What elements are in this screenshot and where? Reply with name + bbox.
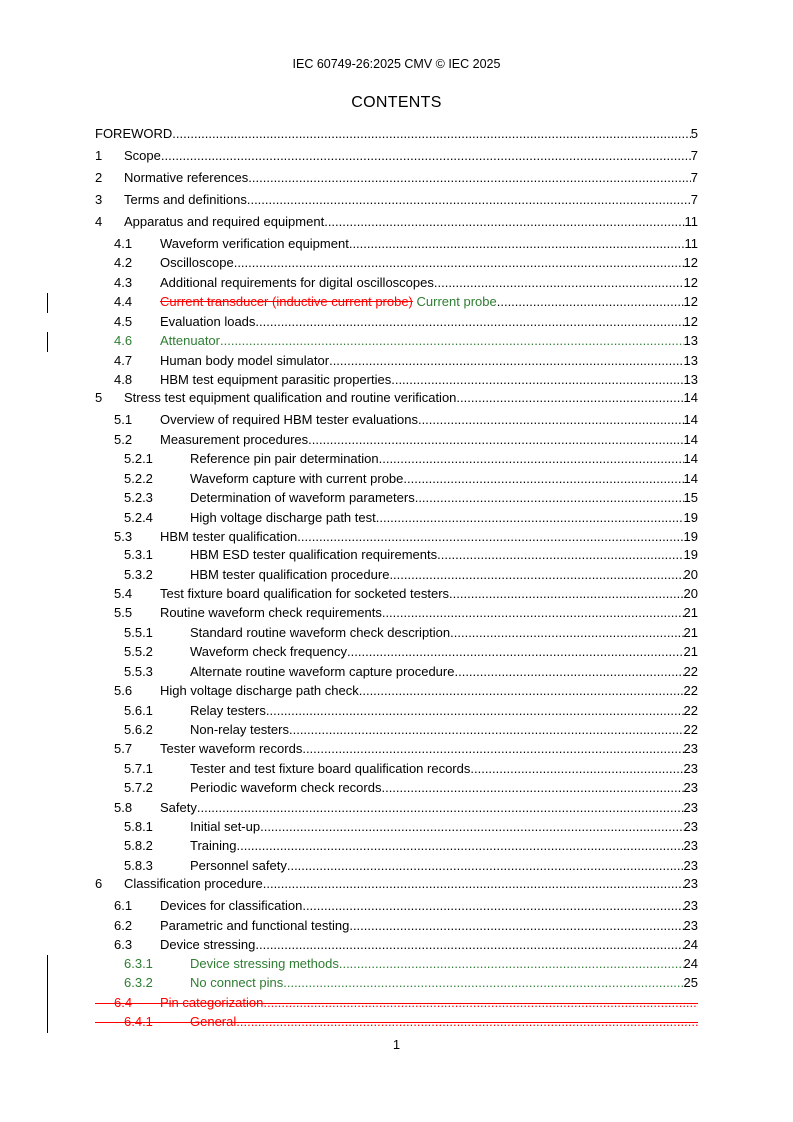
toc-entry-page: 19 <box>683 529 698 544</box>
toc-entry-title: Non-relay testers <box>190 722 289 737</box>
toc-entry-page: 20 <box>683 567 698 582</box>
toc-entry-title: Waveform check frequency <box>190 644 348 659</box>
toc-entry[interactable] <box>95 253 698 273</box>
toc-entry-page: 21 <box>683 644 698 659</box>
toc-entry[interactable] <box>95 662 698 682</box>
toc-entry-title: Determination of waveform parameters <box>190 490 415 505</box>
toc-entry-page: 22 <box>683 683 698 698</box>
toc-entry-title: Standard routine waveform check description <box>190 625 451 640</box>
toc-entry-number: 5.3 <box>114 529 133 544</box>
toc-entry-page: 15 <box>683 490 698 505</box>
toc-entry-title: Attenuator <box>160 333 220 348</box>
toc-entry-number: 6.3 <box>114 937 133 952</box>
toc-entry[interactable] <box>95 896 698 916</box>
toc-entry-page: 23 <box>683 780 698 795</box>
toc-entry-number: 5.6.1 <box>124 703 153 718</box>
toc-entry[interactable] <box>95 701 698 721</box>
toc-entry-page: 23 <box>683 876 698 891</box>
toc-entry-number: 6 <box>95 876 103 891</box>
toc-entry-title: Evaluation loads <box>160 314 256 329</box>
toc-entry-number: 4 <box>95 214 103 229</box>
toc-entry[interactable] <box>95 488 698 508</box>
toc-entry-number: 6.3.1 <box>124 956 153 971</box>
toc-entry-title: Parametric and functional testing <box>160 918 350 933</box>
toc-entry-deleted[interactable] <box>95 993 698 1013</box>
toc-entry-title: Waveform verification equipment <box>160 236 349 251</box>
toc-entry-page: 7 <box>690 192 698 207</box>
toc-entry-title: HBM tester qualification <box>160 529 298 544</box>
change-bar <box>47 293 48 313</box>
toc-entry-page: 22 <box>683 664 698 679</box>
toc-entry-inserted[interactable] <box>95 331 698 351</box>
toc-entry-page: 25 <box>683 975 698 990</box>
toc-entry[interactable] <box>95 681 698 701</box>
toc-entry-number: 5.2.4 <box>124 510 153 525</box>
toc-entry[interactable] <box>95 642 698 662</box>
toc-entry-title: High voltage discharge path check <box>160 683 359 698</box>
toc-entry-title: Stress test equipment qualification and routine verification <box>124 390 457 405</box>
toc-entry-page: 14 <box>683 390 698 405</box>
toc-entry[interactable] <box>95 351 698 371</box>
toc-entry-number: 5.7.1 <box>124 761 153 776</box>
toc-entry[interactable] <box>95 370 698 390</box>
toc-entry-page: 13 <box>683 372 698 387</box>
toc-entry[interactable] <box>95 388 698 408</box>
toc-entry-number: 5.5.2 <box>124 644 153 659</box>
toc-entry-page: 22 <box>683 722 698 737</box>
toc-entry-page: 19 <box>683 547 698 562</box>
toc-entry-title: Periodic waveform check records <box>190 780 382 795</box>
toc-entry-page: 11 <box>684 236 698 251</box>
toc-entry[interactable] <box>95 836 698 856</box>
toc-entry[interactable] <box>95 430 698 450</box>
toc-entry-title: Personnel safety <box>190 858 287 873</box>
toc-entry-page: 12 <box>683 294 698 309</box>
toc-entry[interactable] <box>95 190 698 210</box>
toc-entry-title: Training <box>190 838 237 853</box>
toc-entry-number: 5.5.3 <box>124 664 153 679</box>
toc-entry[interactable] <box>95 234 698 254</box>
toc-entry[interactable] <box>95 469 698 489</box>
toc-entry[interactable] <box>95 146 698 166</box>
toc-entry[interactable] <box>95 720 698 740</box>
change-bar <box>47 955 48 1033</box>
toc-entry-page: 22 <box>683 703 698 718</box>
toc-entry-number: 5.1 <box>114 412 133 427</box>
toc-entry-page: 11 <box>684 214 698 229</box>
toc-entry[interactable] <box>95 565 698 585</box>
toc-entry-title: Human body model simulator <box>160 353 330 368</box>
toc-entry-title: General <box>190 1014 237 1029</box>
toc-entry[interactable] <box>95 545 698 565</box>
toc-entry-number: 4.8 <box>114 372 133 387</box>
toc-entry-title: Reference pin pair determination <box>190 451 379 466</box>
toc-entry-number: 5.7 <box>114 741 133 756</box>
toc-entry-number: 3 <box>95 192 103 207</box>
toc-entry-page: 7 <box>690 170 698 185</box>
toc-entry-number: 6.2 <box>114 918 133 933</box>
toc-entry-page: 23 <box>683 838 698 853</box>
toc-entry-page: 12 <box>683 314 698 329</box>
toc-entry-number: 6.3.2 <box>124 975 153 990</box>
toc-entry[interactable] <box>95 449 698 469</box>
change-bar <box>47 332 48 352</box>
toc-entry-page: 14 <box>683 412 698 427</box>
toc-entry-inserted[interactable] <box>95 954 698 974</box>
toc-entry[interactable] <box>95 584 698 604</box>
toc-entry-number: 4.6 <box>114 333 133 348</box>
toc-entry-page: 14 <box>683 471 698 486</box>
toc-entry-number: 5.6 <box>114 683 133 698</box>
toc-entry-number: 5.8.3 <box>124 858 153 873</box>
toc-entry-title: HBM ESD tester qualification requirements <box>190 547 438 562</box>
toc-entry-number: 5.2.2 <box>124 471 153 486</box>
toc-entry-title: Tester and test fixture board qualification records <box>190 761 471 776</box>
toc-entry-title: Test fixture board qualification for socketed testers <box>160 586 450 601</box>
toc-entry-title: Measurement procedures <box>160 432 309 447</box>
toc-entry-page: 23 <box>683 898 698 913</box>
toc-entry-title: Additional requirements for digital oscilloscopes <box>160 275 434 290</box>
toc-entry[interactable] <box>95 817 698 837</box>
toc-entry-page: 21 <box>683 605 698 620</box>
toc-entry-title: Apparatus and required equipment <box>124 214 325 229</box>
toc-entry-title: Tester waveform records <box>160 741 303 756</box>
page-title: CONTENTS <box>351 94 442 111</box>
toc-entry-title: HBM tester qualification procedure <box>190 567 390 582</box>
toc-entry-title: Normative references <box>124 170 249 185</box>
toc-entry-title: High voltage discharge path test <box>190 510 376 525</box>
toc-entry-number: 5 <box>95 390 103 405</box>
toc-entry-title: Classification procedure <box>124 876 263 891</box>
toc-entry-number: 1 <box>95 148 103 163</box>
toc-entry-page: 20 <box>683 586 698 601</box>
toc-entry-page: 23 <box>683 800 698 815</box>
toc-entry-page: 12 <box>683 275 698 290</box>
toc-entry-title: FOREWORD <box>95 126 173 141</box>
toc-entry-title: No connect pins <box>190 975 284 990</box>
toc-entry-page: 21 <box>683 625 698 640</box>
toc-entry-number: 5.5.1 <box>124 625 153 640</box>
toc-entry-number: 5.2.3 <box>124 490 153 505</box>
toc-entry-title: Routine waveform check requirements <box>160 605 382 620</box>
toc-entry-number: 5.8.1 <box>124 819 153 834</box>
toc-entry-title: Device stressing <box>160 937 256 952</box>
toc-entry[interactable] <box>95 168 698 188</box>
toc-entry-title: Terms and definitions <box>124 192 247 207</box>
toc-entry-title: Relay testers <box>190 703 266 718</box>
toc-entry-page: 23 <box>683 858 698 873</box>
toc-entry-number: 5.2 <box>114 432 133 447</box>
toc-entry[interactable] <box>95 623 698 643</box>
toc-entry[interactable] <box>95 292 698 312</box>
page-number: 1 <box>392 1037 401 1052</box>
toc-entry[interactable] <box>95 124 698 144</box>
toc-entry-page: 24 <box>683 956 698 971</box>
toc-entry-number: 4.1 <box>114 236 133 251</box>
toc-entry[interactable] <box>95 312 698 332</box>
toc-entry-title: Waveform capture with current probe <box>190 471 404 486</box>
toc-entry-title: Initial set-up <box>190 819 261 834</box>
toc-entry[interactable] <box>95 856 698 876</box>
toc-entry[interactable] <box>95 212 698 232</box>
toc-entry-page: 13 <box>683 333 698 348</box>
toc-entry[interactable] <box>95 273 698 293</box>
toc-entry-page: 14 <box>683 451 698 466</box>
toc-entry-inserted[interactable] <box>95 973 698 993</box>
toc-entry-number: 6.1 <box>114 898 133 913</box>
toc-entry-title: Device stressing methods <box>190 956 339 971</box>
toc-entry-page: 23 <box>683 761 698 776</box>
toc-entry-title: Overview of required HBM tester evaluations <box>160 412 418 427</box>
toc-entry-number: 5.7.2 <box>124 780 153 795</box>
toc-entry[interactable] <box>95 916 698 936</box>
toc-entry[interactable] <box>95 935 698 955</box>
deleted-title-text: Current transducer (inductive current probe) <box>160 294 413 309</box>
toc-entry-number: 5.4 <box>114 586 133 601</box>
toc-entry-page: 23 <box>683 741 698 756</box>
toc-entry[interactable] <box>95 798 698 818</box>
toc-entry-title: Alternate routine waveform capture procedure <box>190 664 455 679</box>
toc-entry-number: 5.5 <box>114 605 133 620</box>
toc-entry[interactable] <box>95 410 698 430</box>
toc-entry-number: 5.6.2 <box>124 722 153 737</box>
toc-entry[interactable] <box>95 739 698 759</box>
toc-entry-page: 14 <box>683 432 698 447</box>
toc-entry-deleted[interactable] <box>95 1012 698 1032</box>
toc-entry-number: 6.4.1 <box>124 1014 153 1029</box>
toc-entry-title: Devices for classification <box>160 898 303 913</box>
toc-entry-page: 23 <box>683 918 698 933</box>
toc-entry-title: Oscilloscope <box>160 255 234 270</box>
toc-entry-number: 4.2 <box>114 255 133 270</box>
toc-entry-page: 24 <box>683 937 698 952</box>
toc-entry-page: 19 <box>683 510 698 525</box>
toc-entry-number: 5.3.2 <box>124 567 153 582</box>
toc-entry[interactable] <box>95 508 698 528</box>
toc-entry[interactable] <box>95 778 698 798</box>
toc-entry-number: 4.4 <box>114 294 133 309</box>
toc-entry-number: 5.8.2 <box>124 838 153 853</box>
toc-entry-number: 4.7 <box>114 353 133 368</box>
toc-entry-number: 6.4 <box>114 995 133 1010</box>
inserted-title-text: Current probe <box>416 294 497 309</box>
toc-entry-page: 5 <box>690 126 698 141</box>
toc-entry-page: 7 <box>690 148 698 163</box>
toc-entry-title: Pin categorization <box>160 995 264 1010</box>
toc-entry-number: 5.8 <box>114 800 133 815</box>
toc-entry[interactable] <box>95 874 698 894</box>
page-header: IEC 60749-26:2025 CMV © IEC 2025 <box>292 57 501 71</box>
toc-entry-page: 12 <box>683 255 698 270</box>
toc-entry-number: 2 <box>95 170 103 185</box>
toc-entry-title: Safety <box>160 800 197 815</box>
toc-entry[interactable] <box>95 759 698 779</box>
toc-entry-number: 5.2.1 <box>124 451 153 466</box>
toc-entry-number: 5.3.1 <box>124 547 153 562</box>
toc-entry[interactable] <box>95 527 698 547</box>
toc-entry[interactable] <box>95 603 698 623</box>
toc-entry-title: HBM test equipment parasitic properties <box>160 372 392 387</box>
toc-entry-number: 4.5 <box>114 314 133 329</box>
toc-entry-page: 13 <box>683 353 698 368</box>
toc-entry-title: Scope <box>124 148 161 163</box>
toc-entry-page: 23 <box>683 819 698 834</box>
toc-entry-number: 4.3 <box>114 275 133 290</box>
